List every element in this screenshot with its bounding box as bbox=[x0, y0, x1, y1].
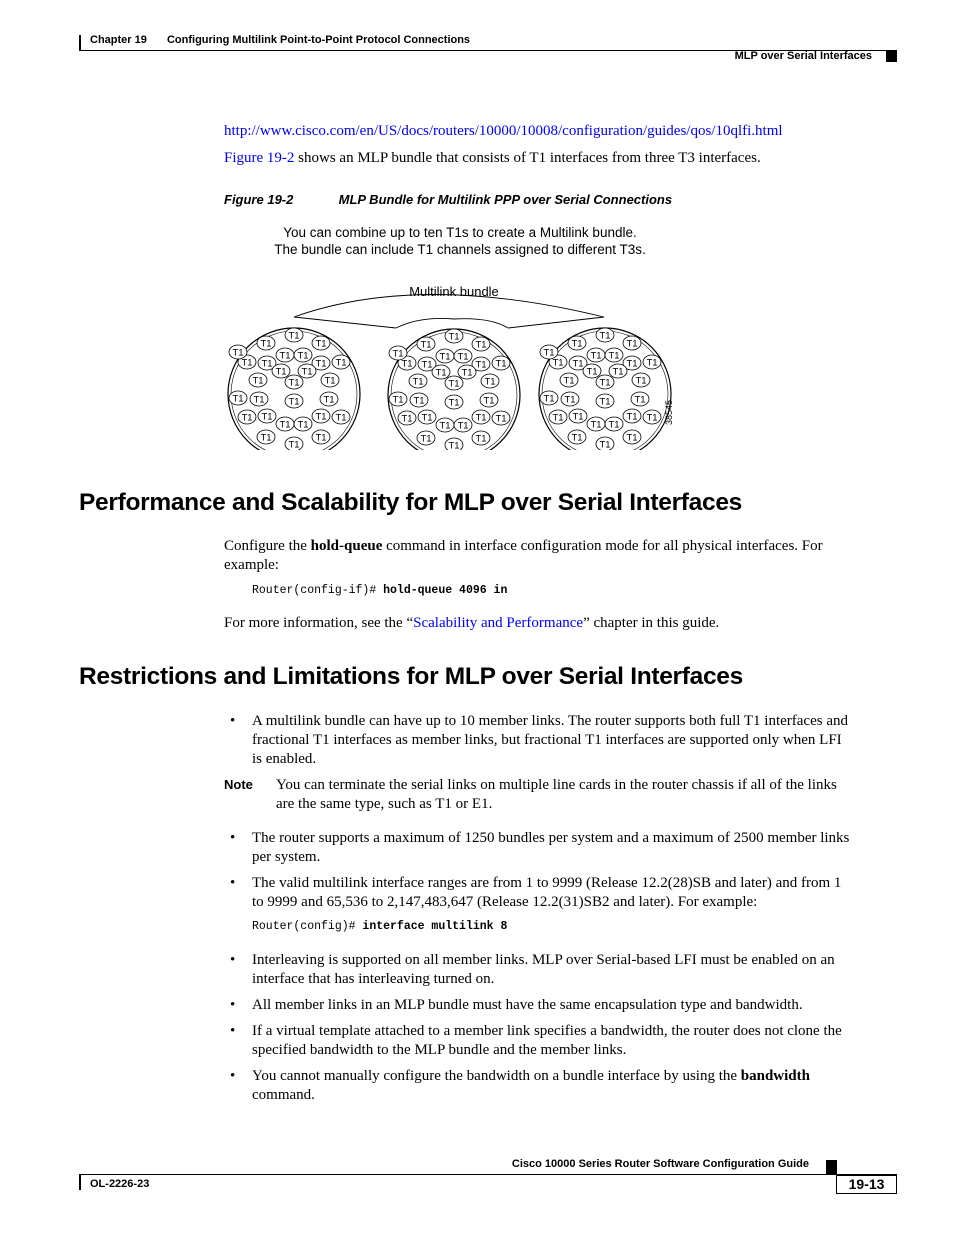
t1-channel-label: T1 bbox=[253, 394, 265, 406]
code-interface-multilink bbox=[252, 920, 507, 933]
t1-channel-label: T1 bbox=[288, 439, 300, 450]
page-number-box bbox=[836, 1175, 897, 1194]
t1-channel-label: T1 bbox=[626, 411, 638, 423]
bundle-curve-a bbox=[294, 317, 396, 328]
diagram-caption-line2: The bundle can include T1 channels assigned to different T3s. bbox=[274, 242, 646, 257]
t1-channel-label: T1 bbox=[599, 377, 611, 389]
t1-channel-label: T1 bbox=[297, 419, 309, 431]
header-section: MLP over Serial Interfaces bbox=[734, 50, 872, 62]
bullet-text bbox=[252, 951, 897, 989]
mlp-bundle-diagram bbox=[0, 220, 954, 450]
chapter-title: Configuring Multilink Point-to-Point Protocol Connections bbox=[166, 34, 471, 46]
t1-channel-label: T1 bbox=[412, 376, 424, 388]
bullet-text bbox=[252, 874, 897, 912]
t1-channel-label: T1 bbox=[586, 366, 598, 378]
bullet-text bbox=[252, 996, 897, 1015]
intro-paragraph bbox=[224, 149, 761, 168]
section1-paragraph2 bbox=[224, 614, 719, 633]
bundle-curves bbox=[294, 295, 604, 329]
p1-text-a: Configure the bbox=[224, 538, 311, 554]
header-left-bar bbox=[79, 35, 81, 51]
bullet-marker: • bbox=[230, 1023, 236, 1039]
figure-title: MLP Bundle for Multilink PPP over Serial Connections bbox=[338, 192, 673, 207]
t1-channel-label: T1 bbox=[543, 347, 555, 359]
t1-channel-label: T1 bbox=[563, 375, 575, 387]
t1-channel-label: T1 bbox=[475, 412, 487, 424]
b4-line1: Interleaving is supported on all member links. MLP over Serial-based LFI must be enabled on an bbox=[252, 952, 835, 968]
t1-channel-label: T1 bbox=[571, 338, 583, 350]
t1-channel-label: T1 bbox=[457, 351, 469, 363]
t1-channel-label: T1 bbox=[608, 419, 620, 431]
code-prompt: Router(config)# bbox=[252, 920, 363, 933]
intro-text: shows an MLP bundle that consists of T1 interfaces from three T3 interfaces. bbox=[294, 150, 761, 166]
t1-channel-label: T1 bbox=[590, 419, 602, 431]
bundle-curve-c bbox=[454, 319, 508, 328]
t1-channel-label: T1 bbox=[260, 432, 272, 444]
t1-channel-label: T1 bbox=[484, 376, 496, 388]
bullet-text bbox=[252, 1067, 897, 1105]
p2-text-a: For more information, see the “ bbox=[224, 615, 414, 631]
t1-channel-label: T1 bbox=[626, 432, 638, 444]
t1-channel-label: T1 bbox=[315, 338, 327, 350]
t1-channel-label: T1 bbox=[261, 358, 273, 370]
code-command: interface multilink 8 bbox=[362, 920, 508, 933]
t1-channel-label: T1 bbox=[241, 357, 253, 369]
t1-channel-label: T1 bbox=[439, 420, 451, 432]
b1-line3: is enabled. bbox=[252, 751, 317, 767]
t1-channel-label: T1 bbox=[475, 359, 487, 371]
bullet-text bbox=[252, 829, 897, 867]
figure-number: Figure 19-2 bbox=[224, 192, 294, 207]
b6-line1: If a virtual template attached to a member link specifies a bandwidth, the router does not clone the bbox=[252, 1023, 842, 1039]
t1-channel-label: T1 bbox=[599, 439, 611, 450]
t1-channel-label: T1 bbox=[392, 394, 404, 406]
t3-circles bbox=[228, 328, 671, 450]
t1-channel-label: T1 bbox=[335, 412, 347, 424]
note-line2: are the same type, such as T1 or E1. bbox=[276, 796, 493, 812]
b2-line2: per system. bbox=[252, 849, 321, 865]
section1-paragraph1 bbox=[224, 537, 894, 575]
b6-line2: specified bandwidth to the MLP bundle and the member links. bbox=[252, 1042, 627, 1058]
b1-line2: fractional T1 interfaces as member links, but fractional T1 interfaces are supported only when LFI bbox=[252, 732, 842, 748]
t1-channel-label: T1 bbox=[435, 367, 447, 379]
t1-channel-label: T1 bbox=[475, 339, 487, 351]
b7-line2: command. bbox=[252, 1087, 315, 1103]
t1-channel-label: T1 bbox=[288, 377, 300, 389]
t1-channel-label: T1 bbox=[275, 366, 287, 378]
p1-text-c: example: bbox=[224, 557, 279, 573]
chapter-number: Chapter 19 bbox=[90, 34, 147, 46]
bullet-marker: • bbox=[230, 1068, 236, 1084]
t1-channel-label: T1 bbox=[315, 411, 327, 423]
t1-channel-label: T1 bbox=[599, 330, 611, 342]
bandwidth-keyword: bandwidth bbox=[740, 1068, 810, 1084]
t1-channel-label: T1 bbox=[297, 350, 309, 362]
t1-channel-label: T1 bbox=[599, 396, 611, 408]
t1-channel-label: T1 bbox=[315, 432, 327, 444]
footer-block bbox=[826, 1160, 837, 1174]
footer-left-bar bbox=[79, 1174, 81, 1190]
t1-channel-label: T1 bbox=[420, 339, 432, 351]
t1-channel-label: T1 bbox=[626, 338, 638, 350]
t1-channel-label: T1 bbox=[457, 420, 469, 432]
footer-guide-title: Cisco 10000 Series Router Software Configuration Guide bbox=[511, 1158, 809, 1170]
footer-doc-id: OL-2226-23 bbox=[90, 1178, 150, 1190]
bundle-curve-b bbox=[396, 318, 454, 328]
t1-channel-label: T1 bbox=[324, 375, 336, 387]
t1-channel-label: T1 bbox=[475, 433, 487, 445]
bullet-marker: • bbox=[230, 713, 236, 729]
art-id: 38545 bbox=[664, 399, 674, 425]
cisco-doc-link[interactable]: http://www.cisco.com/en/US/docs/routers/10000/10008/configuration/guides/qos/10qlfi.html bbox=[224, 123, 783, 139]
b3-line2: to 9999 and 65,536 to 2,147,483,647 (Release 12.2(31)SB2 and later). For example: bbox=[252, 894, 758, 910]
t1-channel-label: T1 bbox=[315, 358, 327, 370]
t1-channel-label: T1 bbox=[495, 413, 507, 425]
bullet-marker: • bbox=[230, 875, 236, 891]
hold-queue-keyword: hold-queue bbox=[310, 538, 383, 554]
bullet-marker: • bbox=[230, 952, 236, 968]
t1-channel-label: T1 bbox=[413, 395, 425, 407]
t1-channel-label: T1 bbox=[288, 396, 300, 408]
t1-channel-label: T1 bbox=[401, 358, 413, 370]
bundle-label: Multilink bundle bbox=[409, 284, 499, 299]
diagram-caption-line1: You can combine up to ten T1s to create a Multilink bundle. bbox=[283, 225, 637, 240]
p2-text-b: ” chapter in this guide. bbox=[583, 615, 720, 631]
t1-channel-label: T1 bbox=[543, 393, 555, 405]
t1-channel-label: T1 bbox=[448, 440, 460, 450]
t1-channel-label: T1 bbox=[646, 412, 658, 424]
t1-channel-label: T1 bbox=[634, 394, 646, 406]
t1-channel-label: T1 bbox=[590, 350, 602, 362]
t1-channel-label: T1 bbox=[288, 330, 300, 342]
t1-channel-label: T1 bbox=[335, 357, 347, 369]
t1-channel-label: T1 bbox=[252, 375, 264, 387]
t1-channel-label: T1 bbox=[392, 348, 404, 360]
b2-line1: The router supports a maximum of 1250 bundles per system and a maximum of 2500 member links bbox=[252, 830, 850, 846]
bullet-marker: • bbox=[230, 997, 236, 1013]
section-heading-performance: Performance and Scalability for MLP over Serial Interfaces bbox=[79, 489, 742, 516]
note-text bbox=[276, 776, 896, 814]
t1-channel-label: T1 bbox=[420, 433, 432, 445]
scalability-link[interactable]: Scalability and Performance bbox=[413, 615, 584, 631]
note-line1: You can terminate the serial links on multiple line cards in the router chassis if all of the links bbox=[276, 777, 837, 793]
t1-channel-label: T1 bbox=[612, 366, 624, 378]
t1-channel-label: T1 bbox=[552, 412, 564, 424]
t1-channel-label: T1 bbox=[572, 358, 584, 370]
t1-channel-label: T1 bbox=[279, 419, 291, 431]
bullet-marker: • bbox=[230, 830, 236, 846]
t1-channel-label: T1 bbox=[552, 357, 564, 369]
t1-channel-label: T1 bbox=[646, 357, 658, 369]
t1-channel-label: T1 bbox=[421, 359, 433, 371]
b7-text-a: You cannot manually configure the bandwidth on a bundle interface by using the bbox=[252, 1068, 741, 1084]
t1-channel-label: T1 bbox=[232, 347, 244, 359]
p1-text-b: command in interface configuration mode for all physical interfaces. For bbox=[382, 538, 823, 554]
t1-channel-label: T1 bbox=[495, 358, 507, 370]
t1-channel-label: T1 bbox=[232, 393, 244, 405]
section-heading-restrictions: Restrictions and Limitations for MLP over Serial Interfaces bbox=[79, 663, 743, 690]
t1-channel-label: T1 bbox=[260, 338, 272, 350]
code-command: hold-queue 4096 in bbox=[383, 584, 508, 597]
t1-channel-label: T1 bbox=[626, 358, 638, 370]
bullet-text bbox=[252, 712, 897, 769]
t1-channel-label: T1 bbox=[564, 394, 576, 406]
t1-channel-label: T1 bbox=[261, 411, 273, 423]
b3-line1: The valid multilink interface ranges are from 1 to 9999 (Release 12.2(28)SB and later) and from 1 bbox=[252, 875, 842, 891]
footer-rule bbox=[79, 1174, 897, 1175]
t1-channel-label: T1 bbox=[301, 366, 313, 378]
t1-channel-label: T1 bbox=[461, 367, 473, 379]
b5-line1: All member links in an MLP bundle must have the same encapsulation type and bandwidth. bbox=[252, 997, 803, 1013]
header-chapter bbox=[90, 34, 470, 46]
t1-channel-label: T1 bbox=[448, 397, 460, 409]
t1-channel-label: T1 bbox=[571, 432, 583, 444]
intro-url-line bbox=[224, 122, 783, 141]
b4-line2: interface that has interleaving turned on. bbox=[252, 971, 495, 987]
b1-line1: A multilink bundle can have up to 10 member links. The router supports both full T1 interfaces and bbox=[252, 713, 848, 729]
t1-channel-label: T1 bbox=[608, 350, 620, 362]
page-number: 19-13 bbox=[848, 1176, 885, 1192]
bullet-text bbox=[252, 1022, 897, 1060]
t1-channel-label: T1 bbox=[483, 395, 495, 407]
t1-channel-label: T1 bbox=[635, 375, 647, 387]
header-block bbox=[886, 50, 897, 62]
code-prompt: Router(config-if)# bbox=[252, 584, 384, 597]
t1-channel-label: T1 bbox=[439, 351, 451, 363]
t1-channel-label: T1 bbox=[241, 412, 253, 424]
figure-caption bbox=[224, 192, 672, 207]
code-hold-queue bbox=[252, 584, 507, 597]
t1-channel-label: T1 bbox=[421, 412, 433, 424]
t1-channel-label: T1 bbox=[572, 411, 584, 423]
t1-channel-label: T1 bbox=[448, 331, 460, 343]
t1-channel-label: T1 bbox=[279, 350, 291, 362]
figure-ref-link[interactable]: Figure 19-2 bbox=[224, 150, 295, 166]
t1-channel-label: T1 bbox=[401, 413, 413, 425]
t1-channel-label: T1 bbox=[448, 378, 460, 390]
note-label: Note bbox=[224, 777, 253, 792]
bundle-curve-d bbox=[508, 317, 604, 328]
t1-channel-label: T1 bbox=[323, 394, 335, 406]
